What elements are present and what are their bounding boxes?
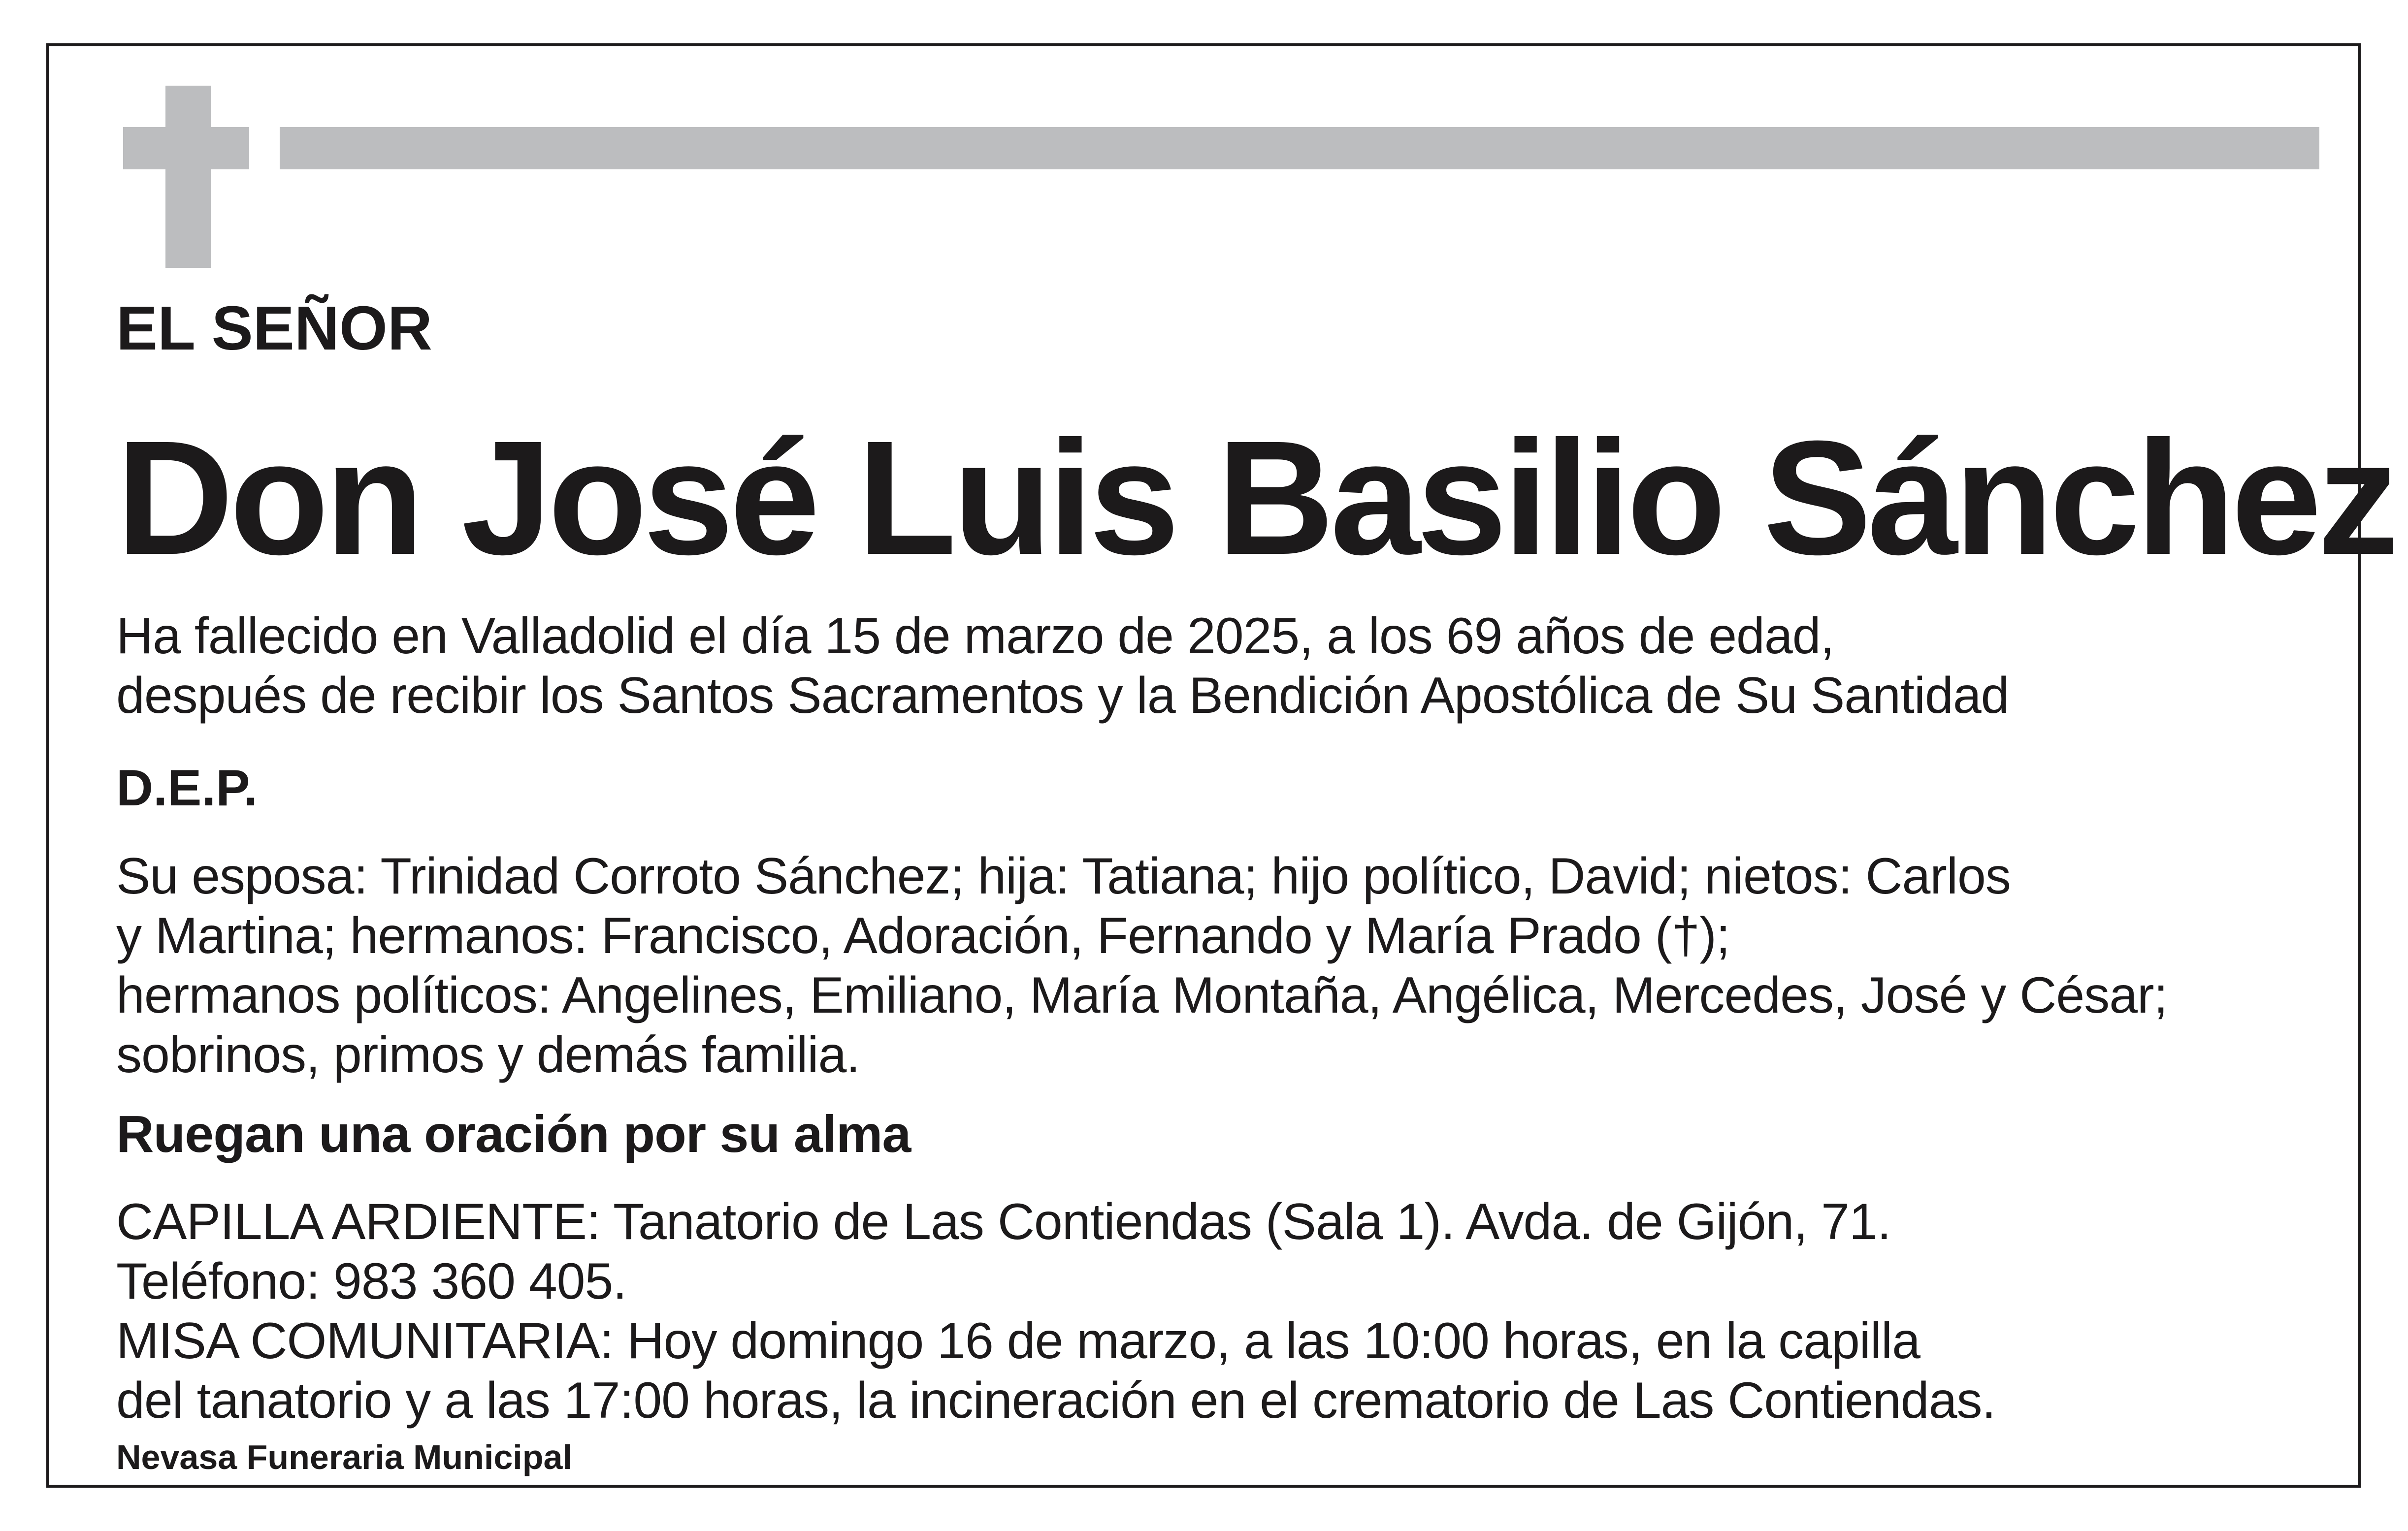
honorific: EL SEÑOR [116,293,432,363]
service-line: del tanatorio y a las 17:00 horas, la incineración en el crematorio de Las Contiendas. [116,1372,1996,1429]
service-line: Teléfono: 983 360 405. [116,1253,627,1310]
service-line: CAPILLA ARDIENTE: Tanatorio de Las Contiendas (Sala 1). Avda. de Gijón, 71. [116,1193,1891,1250]
family-line: Su esposa: Trinidad Corroto Sánchez; hija: Tatiana; hijo político, David; nietos: Carlos [116,848,2011,905]
family-line: sobrinos, primos y demás familia. [116,1026,860,1084]
announcement-line: Ha fallecido en Valladolid el día 15 de marzo de 2025, a los 69 años de edad, [116,607,1834,665]
cross-icon-arm [123,127,249,169]
cross-icon [165,86,211,268]
family-list [116,847,2168,1085]
service-details [116,1192,1995,1431]
family-line: hermanos políticos: Angelines, Emiliano, María Montaña, Angélica, Mercedes, José y César; [116,967,2168,1024]
family-line: y Martina; hermanos: Francisco, Adoración, Fernando y María Prado (†); [116,907,1730,964]
prayer-request: Ruegan una oración por su alma [116,1105,911,1163]
announcement-line: después de recibir los Santos Sacramentos y la Bendición Apostólica de Su Santidad [116,667,2009,724]
deceased-name: Don José Luis Basilio Sánchez [116,407,2395,588]
funeral-home: Nevasa Funeraria Municipal [116,1438,572,1476]
rest-in-peace: D.E.P. [116,760,258,817]
death-announcement [116,606,2009,726]
header-rule [280,127,2319,169]
service-line: MISA COMUNITARIA: Hoy domingo 16 de marzo, a las 10:00 horas, en la capilla [116,1312,1920,1370]
